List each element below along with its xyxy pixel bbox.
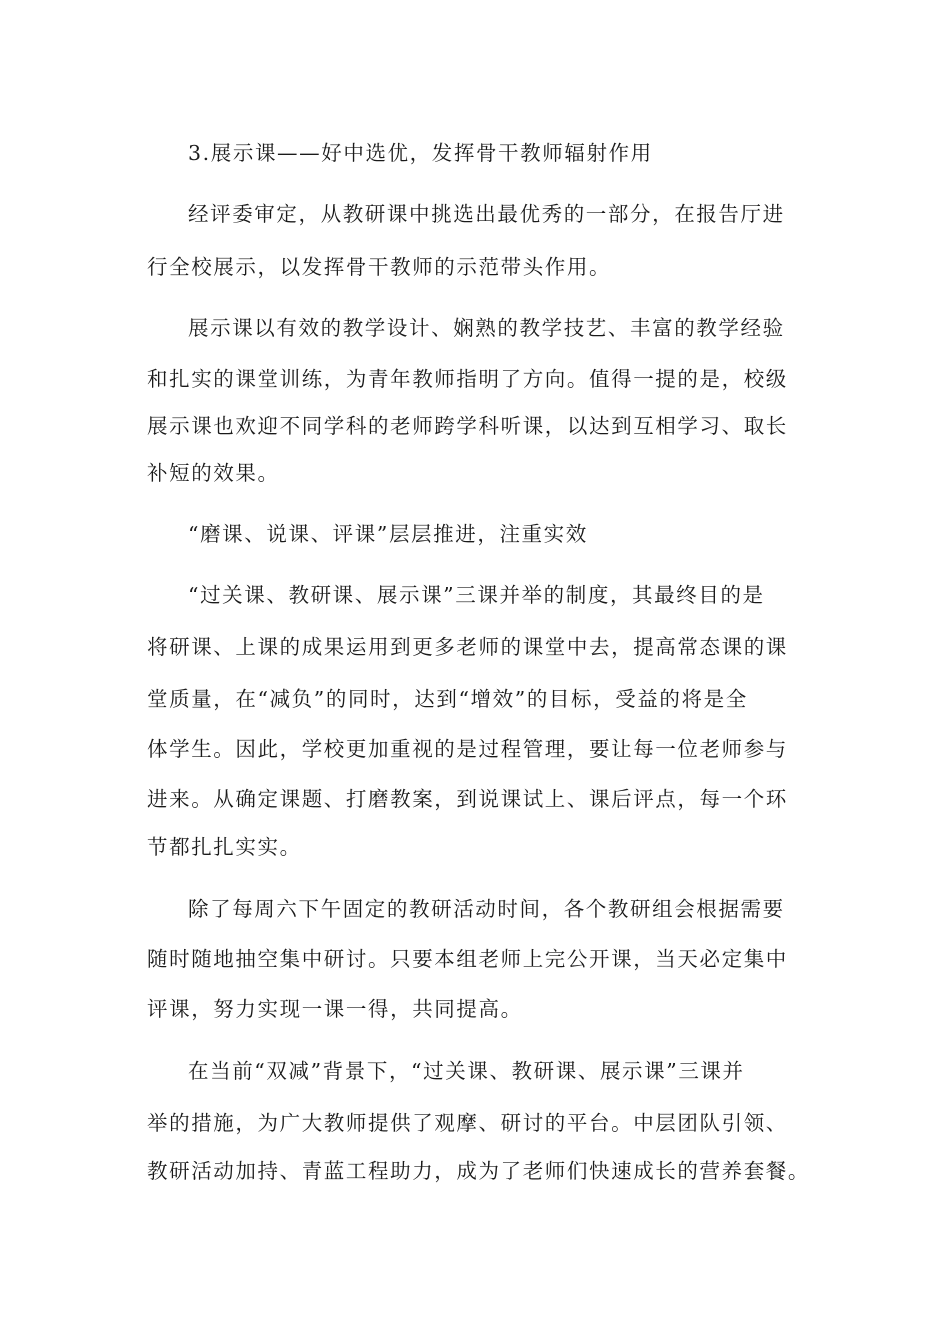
paragraph-2-line-1: 展示课以有效的教学设计、娴熟的教学技艺、丰富的教学经验 <box>188 316 785 340</box>
paragraph-3-line-3: 堂质量，在“减负”的同时，达到“增效”的目标，受益的将是全 <box>147 687 748 711</box>
paragraph-4-line-1: 除了每周六下午固定的教研活动时间，各个教研组会根据需要 <box>188 897 785 921</box>
paragraph-2-line-4: 补短的效果。 <box>147 461 280 485</box>
paragraph-3-line-5: 进来。从确定课题、打磨教案，到说课试上、课后评点，每一个环 <box>147 787 788 811</box>
paragraph-4-line-3: 评课，努力实现一课一得，共同提高。 <box>147 997 523 1021</box>
paragraph-2-line-2: 和扎实的课堂训练，为青年教师指明了方向。值得一提的是，校级 <box>147 367 788 391</box>
paragraph-3-line-2: 将研课、上课的成果运用到更多老师的课堂中去，提高常态课的课 <box>147 635 788 659</box>
paragraph-1-line-2: 行全校展示，以发挥骨干教师的示范带头作用。 <box>147 255 612 279</box>
paragraph-3-line-4: 体学生。因此，学校更加重视的是过程管理，要让每一位老师参与 <box>147 737 788 761</box>
subheading: “磨课、说课、评课”层层推进，注重实效 <box>188 522 588 546</box>
paragraph-5-line-2: 举的措施，为广大教师提供了观摩、研讨的平台。中层团队引领、 <box>147 1111 788 1135</box>
paragraph-5-line-3: 教研活动加持、青蓝工程助力，成为了老师们快速成长的营养套餐。 <box>147 1159 810 1183</box>
paragraph-5-line-1: 在当前“双减”背景下，“过关课、教研课、展示课”三课并 <box>188 1059 745 1083</box>
paragraph-3-line-6: 节都扎扎实实。 <box>147 835 302 859</box>
paragraph-3-line-1: “过关课、教研课、展示课”三课并举的制度，其最终目的是 <box>188 583 765 607</box>
paragraph-2-line-3: 展示课也欢迎不同学科的老师跨学科听课，以达到互相学习、取长 <box>147 414 788 438</box>
paragraph-4-line-2: 随时随地抽空集中研讨。只要本组老师上完公开课，当天必定集中 <box>147 947 788 971</box>
paragraph-1-line-1: 经评委审定，从教研课中挑选出最优秀的一部分，在报告厅进 <box>188 202 785 226</box>
section-heading: 3.展示课——好中选优，发挥骨干教师辐射作用 <box>188 141 653 165</box>
